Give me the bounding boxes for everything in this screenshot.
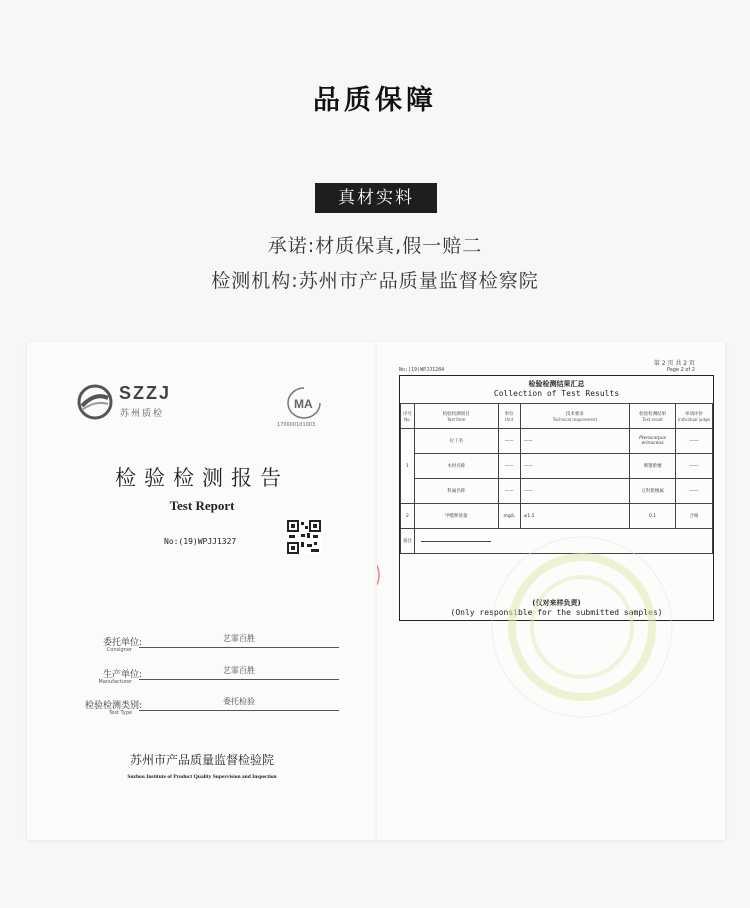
consigner-value: 艺霏百胜 xyxy=(223,634,255,643)
report-number: No:(19)WPJJ1327 xyxy=(164,537,237,546)
institute-name: 苏州市产品质量监督检验院 xyxy=(129,753,274,767)
table-row: 1 拉丁名 —— —— Pterocarpus erinaceus —— xyxy=(401,429,713,454)
page-number: 第 2 页 共 2 页 xyxy=(653,360,695,367)
col-header: 检验检测项目 Test Item xyxy=(414,404,498,429)
col-header: 技术要求 Technical requirement xyxy=(520,404,630,429)
logo-text: SZZJ xyxy=(119,383,172,403)
report-cover-page xyxy=(27,342,377,840)
test-type-label: 检验检测类别: xyxy=(84,701,142,711)
table-row: 2 甲醛释放量 mg/L ≤1.5 0.1 合格 xyxy=(401,504,713,529)
table-header-row xyxy=(401,404,713,429)
disclaimer-en: (Only responsible for the submitted samples) xyxy=(450,608,663,617)
manufacturer-label: 生产单位: xyxy=(102,670,142,680)
material-badge: 真材实料 xyxy=(315,183,437,213)
disclaimer: (仅对来样负责) xyxy=(532,599,581,607)
consigner-label-en: Consigner xyxy=(106,647,132,653)
qr-code-icon xyxy=(287,520,321,554)
manufacturer-label-en: Manufacturer xyxy=(98,679,132,685)
col-header: 单位 Unit xyxy=(498,404,520,429)
cma-text: MA xyxy=(294,397,313,411)
promise-text: 承诺:材质保真,假一赔二 xyxy=(267,235,483,257)
red-stamp-icon xyxy=(377,550,399,600)
col-header: 单项评价 Individual judge xyxy=(676,404,713,429)
consigner-label: 委托单位: xyxy=(102,638,142,648)
cma-number: 170000101003 xyxy=(277,422,316,428)
results-title: 检验检测结果汇总 xyxy=(528,380,585,388)
szzj-logo-icon xyxy=(77,384,113,420)
manufacturer-value: 艺霏百胜 xyxy=(223,666,255,675)
logo-subtext: 苏州质检 xyxy=(120,409,165,419)
agency-text: 检测机构:苏州市产品质量监督检察院 xyxy=(211,270,539,292)
test-type-value: 委托检验 xyxy=(223,697,255,706)
test-type-label-en: Test Type xyxy=(109,710,132,716)
results-title-en: Collection of Test Results xyxy=(493,389,620,398)
col-header: 检验检测结果 Test result xyxy=(630,404,676,429)
test-results-page xyxy=(377,342,725,840)
page-title: 品质保障 xyxy=(313,85,437,116)
page-number-en: Page 2 of 2 xyxy=(666,367,695,373)
cma-mark-icon xyxy=(284,386,324,420)
results-report-number: No:(19)WPJJ1284 xyxy=(399,367,445,373)
col-header: 序号 No. xyxy=(401,404,415,429)
cover-title: 检验检测报告 xyxy=(115,466,289,490)
table-row: 木材名称 —— —— 刺猬紫檀 —— xyxy=(401,454,713,479)
table-row: 科属名称 —— —— 豆科紫檀属 —— xyxy=(401,479,713,504)
cover-subtitle: Test Report xyxy=(169,498,235,513)
institute-name-en: Suzhou Institute of Product Quality Supervision and Inspection xyxy=(127,774,277,780)
official-seal-icon xyxy=(482,527,682,727)
note-row: 备注 xyxy=(401,529,713,554)
